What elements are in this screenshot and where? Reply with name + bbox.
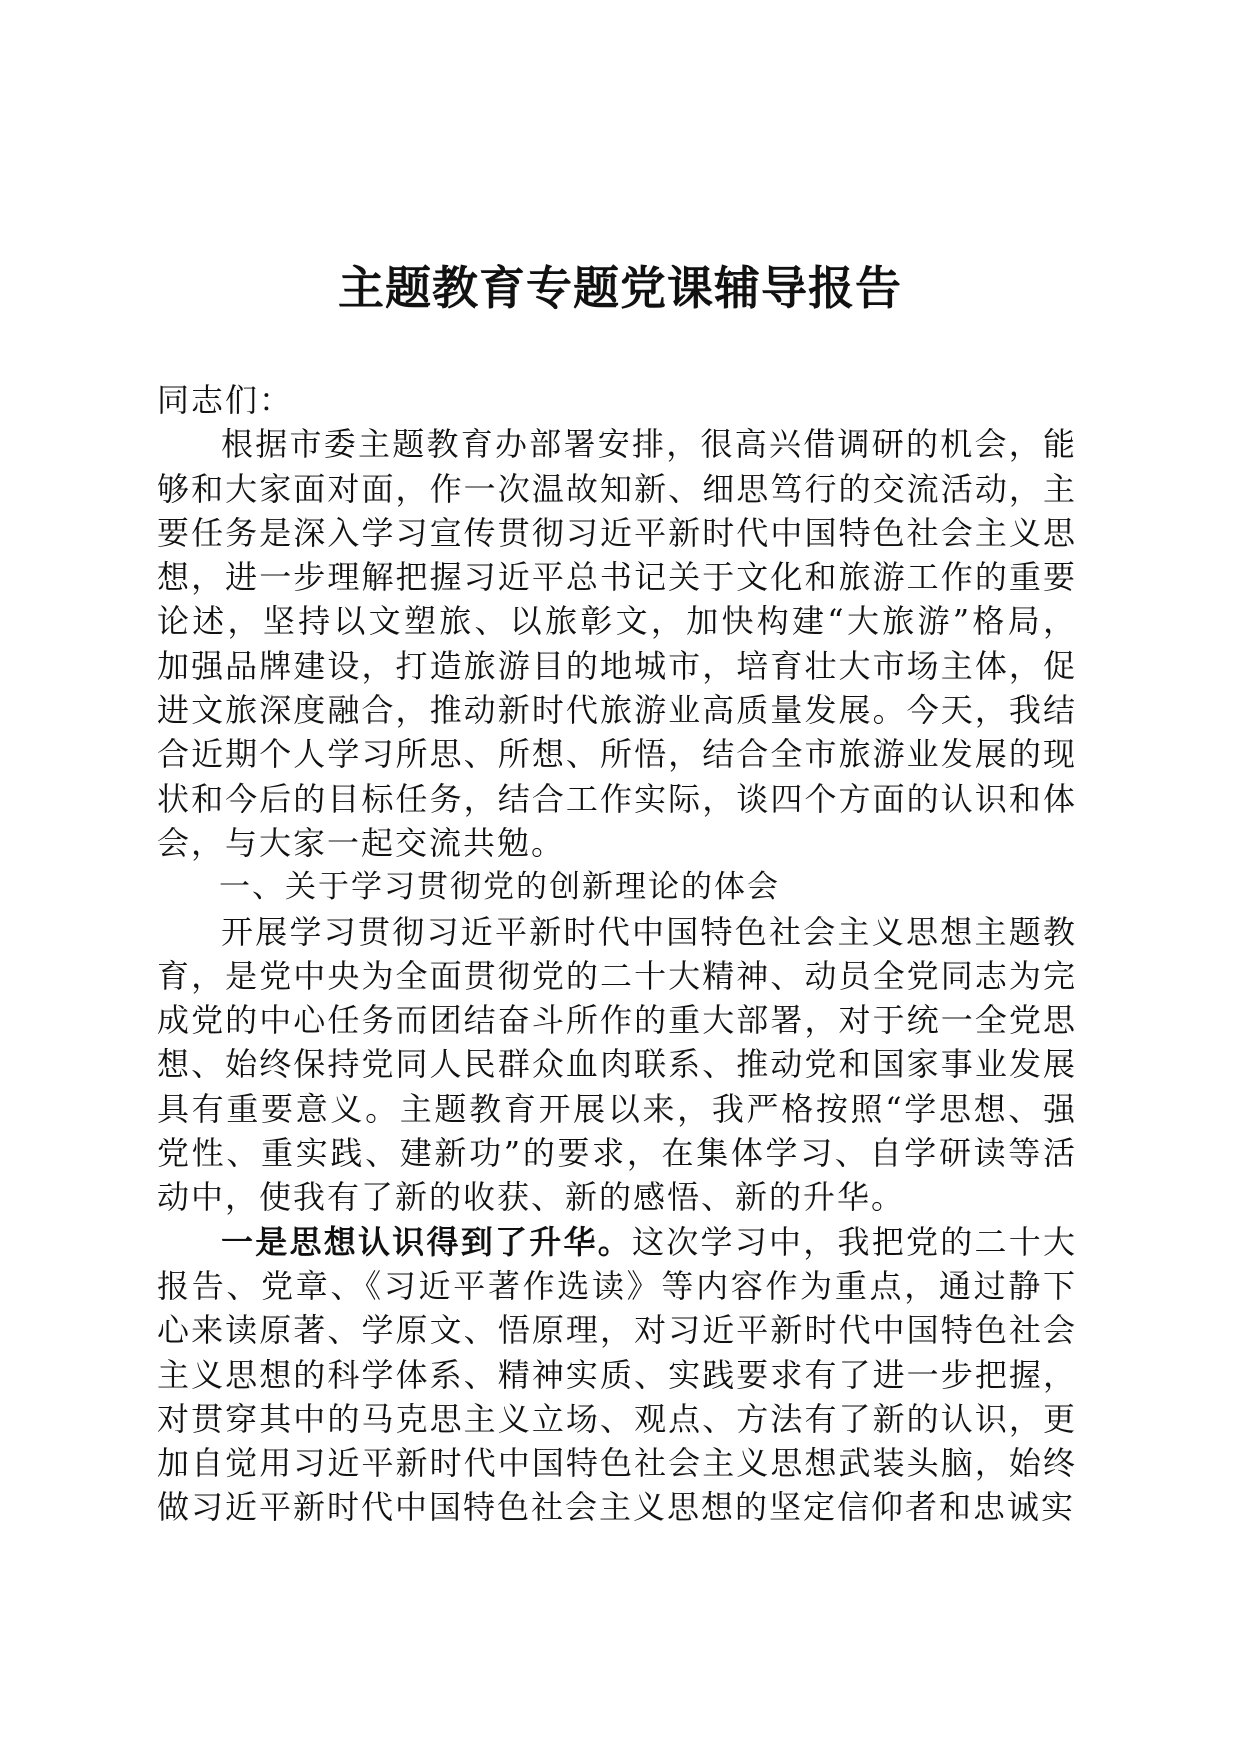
document-body [157,378,1077,1530]
document-title: 主题教育专题党课辅导报告 [338,261,902,315]
salutation: 同志们： [157,381,294,419]
section-heading-1: 一、关于学习贯彻党的创新理论的体会 [219,869,780,906]
section-1-paragraph: 开展学习贯彻习近平新时代中国特色社会主义思想主题教育，是党中央为全面贯彻党的二十大精神、动员全党同志为完成党的中心任务而团结奋斗所作的重大部署，对于统一全党思想、始终保持党同人民群众血肉联系、推动党和国家事业发展具有重要意义。主题教育开展以来，我严格按照“学思想、强党性、重实践、建新功”的要求，在集体学习、自学研读等活动中，使我有了新的收获、新的感悟、新的升华。 [157,912,1077,1217]
point-1-paragraph [157,1220,1077,1530]
point-1-lead: 一是思想认识得到了升华。 [221,1222,632,1261]
intro-paragraph: 根据市委主题教育办部署安排，很高兴借调研的机会，能够和大家面对面，作一次温故知新、细思笃行的交流活动，主要任务是深入学习宣传贯彻习近平新时代中国特色社会主义思想，进一步理解把握习近平总书记关于文化和旅游工作的重要论述，坚持以文塑旅、以旅彰文，加快构建“大旅游”格局，加强品牌建设，打造旅游目的地城市，培育壮大市场主体，促进文旅深度融合，推动新时代旅游业高质量发展。今天，我结合近期个人学习所思、所想、所悟，结合全市旅游业发展的现状和今后的目标任务，结合工作实际，谈四个方面的认识和体会，与大家一起交流共勉。 [157,425,1077,862]
point-1-text: 这次学习中，我把党的二十大报告、党章、《习近平著作选读》等内容作为重点，通过静下心来读原著、学原文、悟原理，对习近平新时代中国特色社会主义思想的科学体系、精神实质、实践要求有了进一步把握，对贯穿其中的马克思主义立场、观点、方法有了新的认识，更加自觉用习近平新时代中国特色社会主义思想武装头脑，始终做习近平新时代中国特色社会主义思想的坚定信仰者和忠诚实 [157,1222,1077,1527]
